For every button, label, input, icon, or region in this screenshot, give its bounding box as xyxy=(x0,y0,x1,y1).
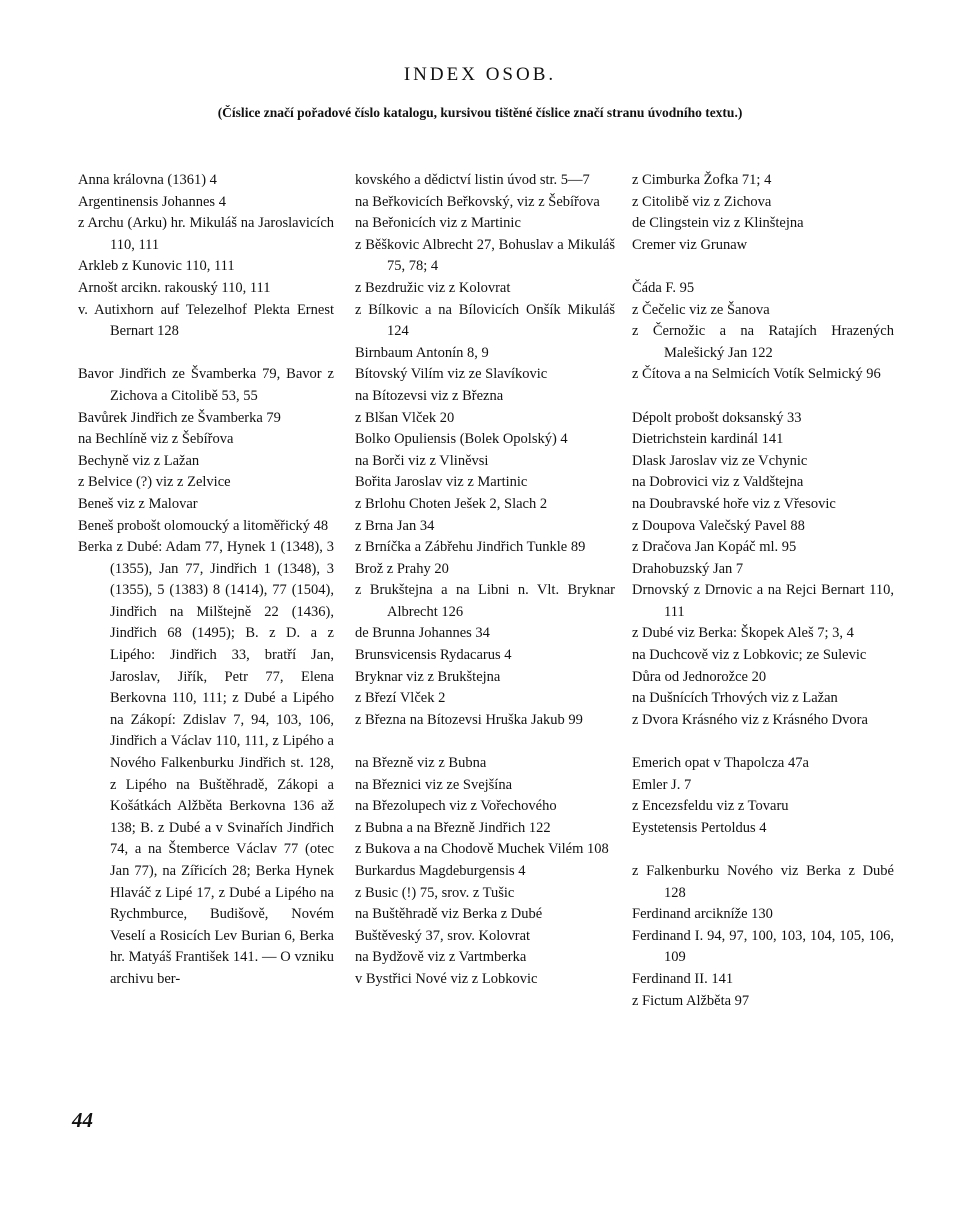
page-subtitle: (Číslice značí pořadové číslo katalogu, kursivou tištěné číslice značí stranu úvodního textu.) xyxy=(217,105,743,120)
page-number: 44 xyxy=(72,1108,93,1132)
index-entry: z Čečelic viz ze Šanova xyxy=(632,301,770,318)
index-entry: Anna královna (1361) 4 xyxy=(78,172,217,188)
index-entry: de Clingstein viz z Klinštejna xyxy=(632,215,804,232)
index-entry: z Cimburka Žofka 71; 4 xyxy=(632,172,772,188)
index-entry: Arkleb z Kunovic 110, 111 xyxy=(78,258,235,275)
index-entry: Buštěveský 37, srov. Kolovrat xyxy=(355,927,531,944)
index-entry: na Březně viz z Bubna xyxy=(355,755,487,772)
index-entry: Bavůrek Jindřich ze Švamberka 79 xyxy=(78,409,281,426)
index-entry: Bolko Opuliensis (Bolek Opolský) 4 xyxy=(355,431,568,448)
index-entry: na Dušnících Trhových viz z Lažan xyxy=(632,690,838,707)
index-entry: z Brlohu Choten Ješek 2, Slach 2 xyxy=(355,495,548,512)
index-entry: na Beřkovicích Beřkovský, viz z Šebířova xyxy=(355,193,600,210)
page-title: INDEX OSOB. xyxy=(403,64,557,85)
index-entry: z Dubé viz Berka: Škopek Aleš 7; 3, 4 xyxy=(632,625,854,642)
index-entry: z Encezsfeldu viz z Tovaru xyxy=(632,798,789,815)
index-entry: de Brunna Johannes 34 xyxy=(355,625,490,642)
index-entry: na Bítozevsi viz z Března xyxy=(355,387,504,404)
index-entry: Dépolt probošt doksanský 33 xyxy=(632,409,802,426)
index-entry: v. Autixhorn auf Telezelhof Plekta Ernest Bernart 128 xyxy=(78,301,334,340)
index-entry: kovského a dědictví listin úvod str. 5—7 xyxy=(355,172,590,188)
index-entry: z Blšan Vlček 20 xyxy=(355,409,455,426)
index-entry: Berka z Dubé: Adam 77, Hynek 1 (1348), 3 (1355), Jan 77, Jindřich 1 (1348), 3 (1355), 5 (1383) 8 (1414), 77 (1504), Jindřich na Milštejně 22 (1436), Jindřich 68 (1495); B. z D. a z Lipého: Jindřich 33, bratří Jan, Jaroslav, Jiřík, Petr 77, Elena Berkovna 110, 111; z Dubé a Lipého na Zákopí: Zdislav 7, 94, 103, 106, Jindřich a Václav 110, 111, z Lipého a Nového Falkenburku Jindřich st. 128, z Lipého na Buštěhradě, Zákopi a Košátkách Alžběta Berkovna 136 až 138; B. z Dubé a v Svinařích Jindřich 74, a na Štemberce Václav 77 (otec Jan 77), na Zířicích 28; Berka Hynek Hlaváč z Lipé 17, z Dubé a Lipého na Rychmburce, Budišově, Novém Veselí a Rosicích Lev Burian 6, Berka hr. Matyáš František 141. — O vzniku archivu ber- xyxy=(78,539,334,987)
index-entry: na Březnici viz ze Svejšína xyxy=(355,776,513,793)
index-entry: Ferdinand I. 94, 97, 100, 103, 104, 105, 106, 109 xyxy=(632,927,894,966)
index-entry: Eystetensis Pertoldus 4 xyxy=(632,819,767,836)
index-entry: z Dračova Jan Kopáč ml. 95 xyxy=(632,539,797,556)
index-entry: z Bílkovic a na Bílovicích Onšík Mikuláš 124 xyxy=(355,301,615,340)
index-entry: na Březolupech viz z Vořechového xyxy=(355,798,557,815)
index-entry: na Doubravské hoře viz z Vřesovic xyxy=(632,495,836,512)
index-entry: Ferdinand II. 141 xyxy=(632,970,734,987)
index-column-2 xyxy=(355,170,615,991)
index-entry: z Černožic a na Ratajích Hrazených Malešický Jan 122 xyxy=(632,323,894,361)
index-entry: Čáda F. 95 xyxy=(632,279,695,296)
index-entry: Beneš probošt olomoucký a litoměřický 48 xyxy=(78,517,329,534)
index-entry: z Březí Vlček 2 xyxy=(355,690,446,707)
index-column-3 xyxy=(632,170,894,1012)
index-entry: Burkardus Magdeburgensis 4 xyxy=(355,863,526,879)
index-entry: Cremer viz Grunaw xyxy=(632,236,748,253)
index-entry: z Citolibě viz z Zichova xyxy=(632,193,772,210)
index-entry: Dlask Jaroslav viz ze Vchynic xyxy=(632,452,808,469)
index-entry: z Běškovic Albrecht 27, Bohuslav a Mikuláš 75, 78; 4 xyxy=(355,236,615,275)
index-entry: na Duchcově viz z Lobkovic; ze Sulevic xyxy=(632,647,867,664)
index-entry: z Busic (!) 75, srov. z Tušic xyxy=(355,884,515,901)
index-entry: na Bydžově viz z Vartmberka xyxy=(355,949,527,966)
index-entry: z Čítova a na Selmicích Votík Selmický 96 xyxy=(632,366,881,383)
index-entry: Bítovský Vilím viz ze Slavíkovic xyxy=(355,366,548,383)
index-entry: Drnovský z Drnovic a na Rejci Bernart 110, 111 xyxy=(632,582,894,620)
index-entry: z Brukštejna a na Libni n. Vlt. Bryknar Albrecht 126 xyxy=(355,582,615,620)
index-entry: Beneš viz z Malovar xyxy=(78,495,198,512)
index-entry: Dietrichstein kardinál 141 xyxy=(632,431,784,448)
index-entry: z Fictum Alžběta 97 xyxy=(632,992,750,1009)
index-entry: v Bystřici Nové viz z Lobkovic xyxy=(355,970,538,987)
index-entry: Arnošt arcikn. rakouský 110, 111 xyxy=(78,279,271,296)
index-entry: Bechyně viz z Lažan xyxy=(78,452,200,469)
index-entry: Bořita Jaroslav viz z Martinic xyxy=(355,474,528,491)
index-entry: na Buštěhradě viz Berka z Dubé xyxy=(355,906,543,923)
index-entry: z Března na Bítozevsi Hruška Jakub 99 xyxy=(355,711,583,728)
index-entry: Argentinensis Johannes 4 xyxy=(78,193,226,210)
index-entry: Brož z Prahy 20 xyxy=(355,560,449,577)
index-entry: z Dvora Krásného viz z Krásného Dvora xyxy=(632,711,868,728)
index-entry: z Bukova a na Chodově Muchek Vilém 108 xyxy=(355,841,609,858)
index-entry: na Beřonicích viz z Martinic xyxy=(355,215,521,232)
index-entry: Důra od Jednorožce 20 xyxy=(632,668,767,685)
index-entry: na Borči viz z Vliněvsi xyxy=(355,452,489,469)
index-entry: z Brna Jan 34 xyxy=(355,517,435,534)
index-entry: Drahobuzský Jan 7 xyxy=(632,560,744,577)
index-entry: z Belvice (?) viz z Zelvice xyxy=(78,474,231,491)
index-entry: Ferdinand arcikníže 130 xyxy=(632,906,773,923)
index-entry: Bavor Jindřich ze Švamberka 79, Bavor z Zichova a Citolibě 53, 55 xyxy=(78,366,334,404)
index-entry: na Bechlíně viz z Šebířova xyxy=(78,431,234,448)
index-entry: z Bubna a na Březně Jindřich 122 xyxy=(355,819,551,836)
index-entry: Emerich opat v Thapolcza 47a xyxy=(632,755,809,772)
index-entry: na Dobrovici viz z Valdštejna xyxy=(632,474,804,491)
index-entry: Brunsvicensis Rydacarus 4 xyxy=(355,647,512,664)
index-entry: Birnbaum Antonín 8, 9 xyxy=(355,344,489,361)
index-entry: z Archu (Arku) hr. Mikuláš na Jaroslavicích 110, 111 xyxy=(78,215,334,253)
index-column-1 xyxy=(78,170,334,991)
index-entry: z Falkenburku Nového viz Berka z Dubé 128 xyxy=(632,863,894,901)
index-entry: z Doupova Valečský Pavel 88 xyxy=(632,517,805,534)
index-entry: z Bezdružic viz z Kolovrat xyxy=(355,279,511,296)
index-entry: z Brníčka a Zábřehu Jindřich Tunkle 89 xyxy=(355,539,586,556)
index-entry: Bryknar viz z Brukštejna xyxy=(355,668,501,685)
index-entry: Emler J. 7 xyxy=(632,776,692,793)
